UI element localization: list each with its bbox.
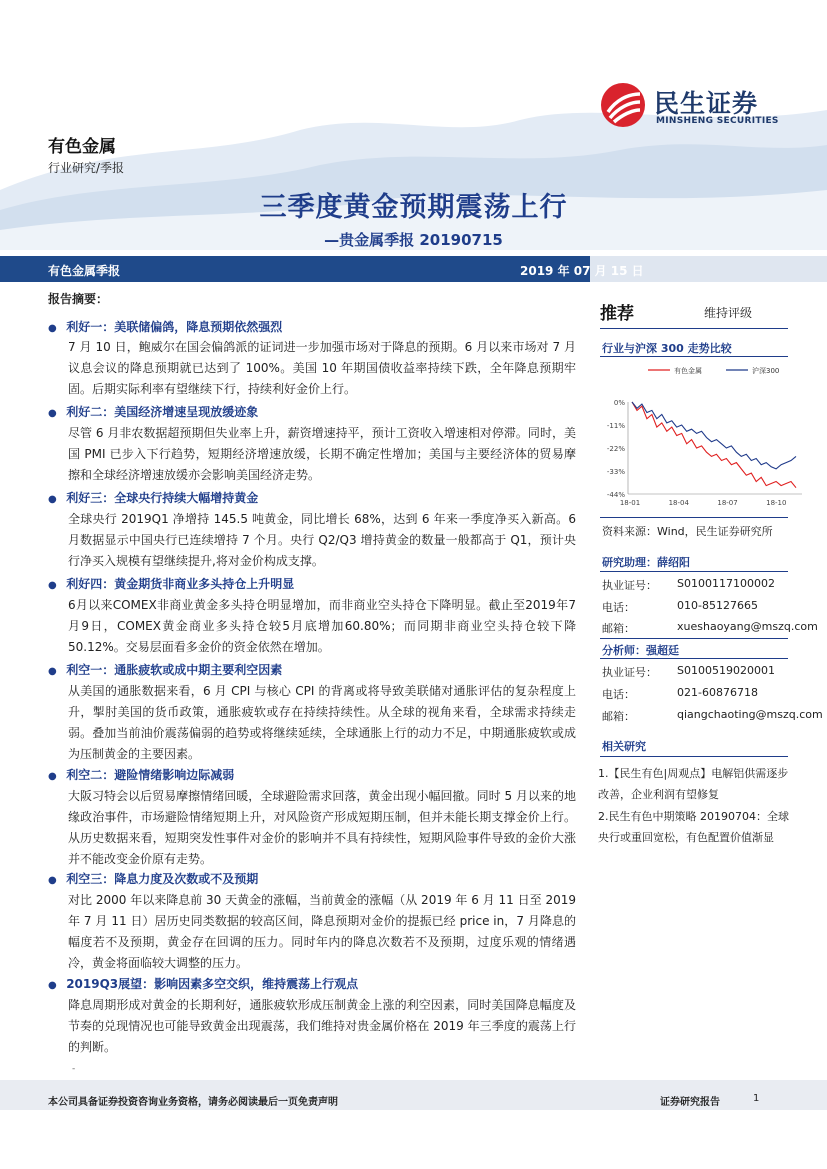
x-tick-label: 18-04: [668, 499, 689, 507]
report-subtitle: —贵金属季报 20190715: [324, 231, 503, 249]
related-item-1[interactable]: 1.【民生有色|周观点】电解铝供需逐步改善，企业利润有望修复: [598, 767, 789, 801]
footer-brand: 证券研究报告: [660, 1097, 720, 1108]
section-body-5: 从美国的通胀数据来看，6 月 CPI 与核心 CPI 的背离或将导致美联储对通胀评估的复杂程度上升，掣肘美国的货币政策，通胀疲软或存在持续持续性。从全球的视角来看，全球需求持续走弱。叠加当前油价震荡偏弱的趋势或将继续延续，全球通胀上行的动力不足，中期通胀疲软或成为压制黄金的主要因素。: [68, 684, 576, 761]
series-line-1: [632, 402, 796, 488]
assistant-license: S0100117100002: [677, 577, 775, 590]
report-date: 2019 年 07 月 15 日: [520, 264, 644, 278]
section-body-8: 降息周期形成对黄金的长期利好，通胀疲软形成压制黄金上涨的利空因素，同时美国降息幅度及节奏的兑现情况也可能导致黄金出现震荡，我们维持对贵金属价格在 2019 年三季度的震荡上行的判断。: [68, 998, 576, 1054]
analyst-license: S0100519020001: [677, 664, 775, 677]
bullet-icon: ●: [48, 771, 57, 782]
x-tick-label: 18-10: [766, 499, 787, 507]
rating: 推荐: [600, 304, 634, 324]
divider: [600, 356, 788, 357]
section-head-8: ● 2019Q3展望：影响因素多空交织，维持震荡上行观点: [48, 977, 359, 991]
y-tick-label: -11%: [606, 422, 625, 430]
section-head-1: ● 利好一：美联储偏鸽，降息预期依然强烈: [48, 320, 283, 334]
report-type: 行业研究/季报: [48, 161, 125, 175]
divider: [600, 658, 788, 659]
section-body-4: 6月以来COMEX非商业黄金多头持仓明显增加，而非商业空头持仓下降明显。截止至2019年7月9日，COMEX黄金商业多头持仓较5月底增加60.80%；而同期非商业空头持仓较下降50.12%。交易层面看多金价的资金依然在增加。: [68, 598, 576, 654]
bullet-icon: ●: [48, 494, 57, 505]
analyst-phone-label: 电话：: [602, 688, 635, 701]
performance-chart: [600, 360, 810, 520]
assistant-phone: 010-85127665: [677, 599, 758, 612]
industry-title: 有色金属: [48, 137, 116, 157]
analyst-email[interactable]: qiangchaoting@mszq.com: [677, 708, 823, 721]
divider: [600, 756, 788, 757]
logo-text-en: MINSHENG SECURITIES: [656, 116, 779, 126]
legend-label: 有色金属: [674, 367, 702, 375]
related-item-2[interactable]: 2.民生有色中期策略 20190704：全球央行或重回宽松，有色配置价值渐显: [598, 810, 789, 844]
analyst-email-label: 邮箱：: [602, 710, 635, 723]
legend-label: 沪深300: [752, 367, 780, 375]
section-head-4: ● 利好四：黄金期货非商业多头持仓上升明显: [48, 577, 295, 591]
section-head-3: ● 利好三：全球央行持续大幅增持黄金: [48, 491, 259, 505]
assistant-email[interactable]: xueshaoyang@mszq.com: [677, 620, 818, 633]
analyst-license-label: 执业证号：: [602, 666, 657, 679]
company-logo: [600, 82, 790, 132]
divider: [600, 638, 788, 639]
section-head-6: ● 利空二：避险情绪影响边际减弱: [48, 768, 235, 782]
related-heading: 相关研究: [602, 740, 646, 753]
bullet-icon: ●: [48, 875, 57, 886]
assistant-email-label: 邮箱：: [602, 622, 635, 635]
y-tick-label: -44%: [606, 491, 625, 499]
x-tick-label: 18-07: [717, 499, 738, 507]
section-head-2: ● 利好二：美国经济增速呈现放缓迹象: [48, 405, 259, 419]
bullet-icon: ●: [48, 666, 57, 677]
analyst-heading: 分析师：强超廷: [602, 644, 679, 657]
bullet-icon: ●: [48, 408, 57, 419]
trailing-mark: -: [72, 1064, 76, 1074]
section-body-2: 尽管 6 月非农数据超预期但失业率上升，薪资增速持平，预计工资收入增速相对停滞。同时，美国 PMI 已步入下行趋势，短期经济增速放缓，长期不确定性增加；美国与主要经济体的贸易摩擦和全球经济增速放缓亦会影响美国经济走势。: [68, 426, 576, 482]
bullet-icon: ●: [48, 580, 57, 591]
summary-title: 报告摘要：: [48, 292, 109, 306]
section-head-5: ● 利空一：通胀疲软或成中期主要利空因素: [48, 663, 283, 677]
band-label: 有色金属季报: [48, 264, 121, 278]
report-title: 三季度黄金预期震荡上行: [259, 192, 568, 223]
y-tick-label: -22%: [606, 445, 625, 453]
series-line-2: [632, 402, 796, 469]
analyst-phone: 021-60876718: [677, 686, 758, 699]
y-tick-label: 0%: [613, 399, 625, 407]
section-body-7: 对比 2000 年以来降息前 30 天黄金的涨幅，当前黄金的涨幅（从 2019 年 6 月 11 日至 2019 年 7 月 11 日）居历史同类数据的较高区间，降息预期对金价的提振已经 price in，7 月降息的幅度若不及预期，黄金存在回调的压力。同时年内的降息次数若不及预期，过度乐观的情绪遇冷，黄金将面临较大调整的压力。: [68, 893, 576, 970]
divider: [600, 517, 788, 518]
bullet-icon: ●: [48, 980, 57, 991]
divider: [600, 571, 788, 572]
page-number: 1: [753, 1093, 760, 1104]
section-body-6: 大阪习特会以后贸易摩擦情绪回暖，全球避险需求回落，黄金出现小幅回撤。同时 5 月以来的地缘政治事件，市场避险情绪短期上升，对风险资产形成短期压制，但并未能长期支撑金价上行。从历史数据来看，短期突发性事件对金价的影响并不具有持续性，短期风险事件导致的金价大涨并不能改变金价原有走势。: [68, 789, 576, 866]
x-tick-label: 18-01: [619, 499, 641, 507]
footer-disclaimer: 本公司具备证券投资咨询业务资格，请务必阅读最后一页免责声明: [48, 1097, 338, 1108]
section-body-3: 全球央行 2019Q1 净增持 145.5 吨黄金，同比增长 68%，达到 6 年来一季度净买入新高。6 月数据显示中国央行已连续增持 7 个月。央行 Q2/Q3 增持黄金的数量一般都高于 Q1，预计央行净买入规模有望继续提升,将对金价构成支撑。: [68, 512, 576, 568]
assistant-license-label: 执业证号：: [602, 579, 657, 592]
section-body-1: 7 月 10 日，鲍威尔在国会偏鸽派的证词进一步加强市场对于降息的预期。6 月以来市场对 7 月议息会议的降息预期就已达到了 100%。美国 10 年期国债收益率持续下跌，全年降息预期牢固。后期实际利率有望继续下行，持续利好金价上行。: [68, 340, 576, 396]
assistant-phone-label: 电话：: [602, 601, 635, 614]
divider: [600, 328, 788, 329]
section-head-7: ● 利空三：降息力度及次数或不及预期: [48, 872, 259, 886]
assistant-heading: 研究助理：薛绍阳: [602, 556, 690, 569]
bullet-icon: ●: [48, 323, 57, 334]
chart-source: 资料来源：Wind，民生证券研究所: [602, 525, 773, 538]
chart-heading: 行业与沪深 300 走势比较: [602, 342, 732, 355]
rating-sub: 维持评级: [704, 306, 753, 320]
minsheng-logo-icon: [600, 82, 646, 128]
logo-text-cn: 民生证券: [654, 89, 759, 118]
y-tick-label: -33%: [606, 468, 625, 476]
